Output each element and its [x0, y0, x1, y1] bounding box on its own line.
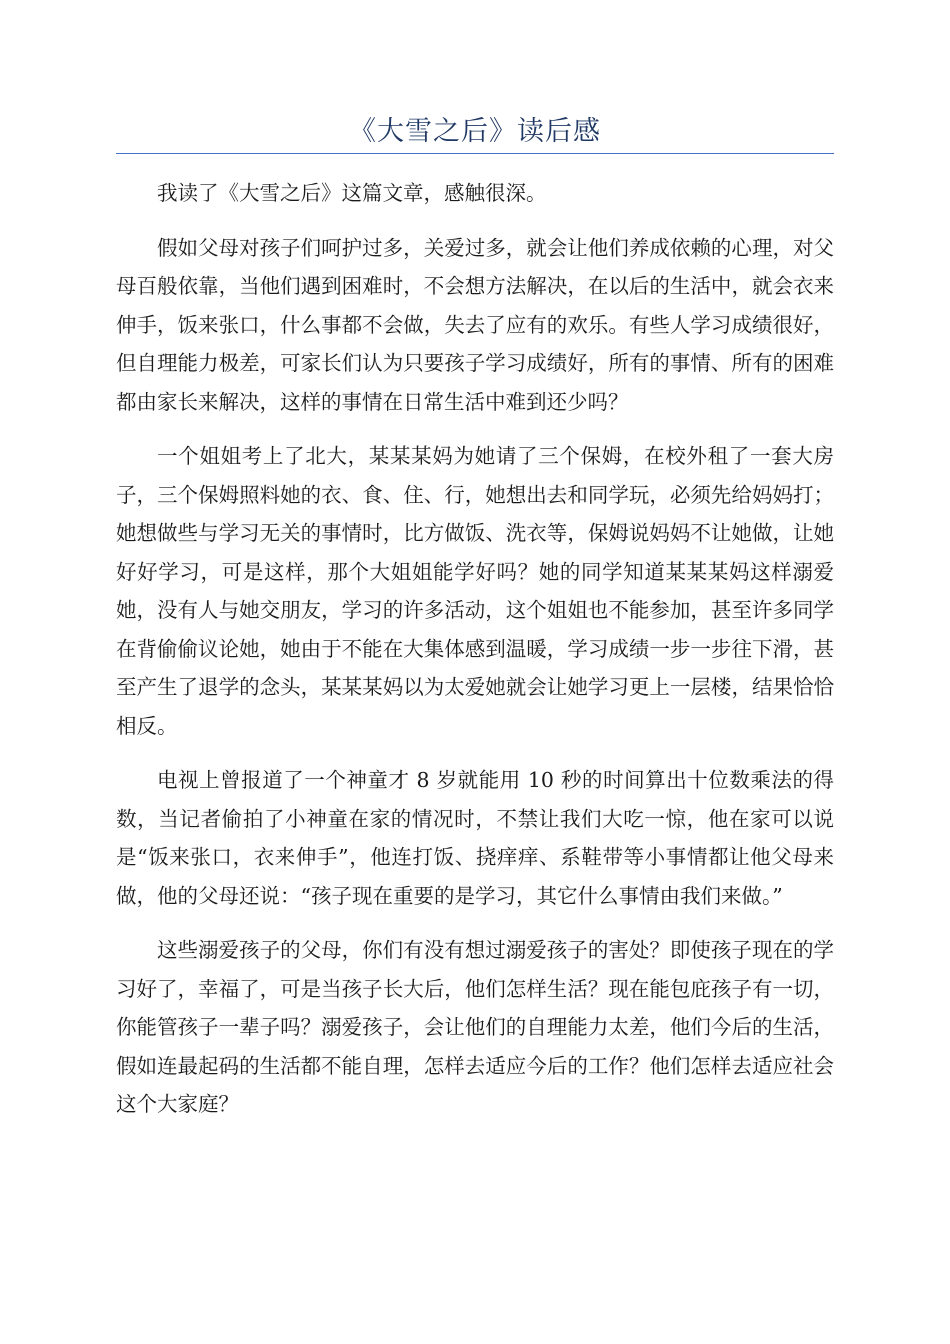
title-underline [116, 153, 834, 154]
document-body [116, 174, 834, 1140]
document-title: 《大雪之后》读后感 [349, 116, 601, 147]
paragraph-4: 电视上曾报道了一个神童才 8 岁就能用 10 秒的时间算出十位数乘法的得数，当记者偷拍了小神童在家的情况时，不禁让我们大吃一惊，他在家可以说是“饭来张口，衣来伸手”，他连打饭、挠痒痒、系鞋带等小事情都让他父母来做，他的父母还说：“孩子现在重要的是学习，其它什么事情由我们来做。” [116, 768, 834, 908]
paragraph-3: 一个姐姐考上了北大，某某某妈为她请了三个保姆，在校外租了一套大房子，三个保姆照料她的衣、食、住、行，她想出去和同学玩，必须先给妈妈打；她想做些与学习无关的事情时，比方做饭、洗衣等，保姆说妈妈不让她做，让她好好学习，可是这样，那个大姐姐能学好吗？她的同学知道某某某妈这样溺爱她，没有人与她交朋友，学习的许多活动，这个姐姐也不能参加，甚至许多同学在背偷偷议论她，她由于不能在大集体感到温暖，学习成绩一步一步往下滑，甚至产生了退学的念头，某某某妈以为太爱她就会让她学习更上一层楼，结果恰恰相反。 [116, 444, 834, 738]
paragraph-2: 假如父母对孩子们呵护过多，关爱过多，就会让他们养成依赖的心理，对父母百般依靠，当他们遇到困难时，不会想方法解决，在以后的生活中，就会衣来伸手，饭来张口，什么事都不会做，失去了应有的欢乐。有些人学习成绩很好，但自理能力极差，可家长们认为只要孩子学习成绩好，所有的事情、所有的困难都由家长来解决，这样的事情在日常生活中难到还少吗？ [116, 235, 834, 414]
paragraph-5: 这些溺爱孩子的父母，你们有没有想过溺爱孩子的害处？即使孩子现在的学习好了，幸福了，可是当孩子长大后，他们怎样生活？现在能包庇孩子有一切，你能管孩子一辈子吗？溺爱孩子，会让他们的自理能力太差，他们今后的生活，假如连最起码的生活都不能自理，怎样去适应今后的工作？他们怎样去适应社会这个大家庭？ [116, 938, 834, 1116]
paragraph-1: 我读了《大雪之后》这篇文章，感触很深。 [157, 181, 547, 205]
